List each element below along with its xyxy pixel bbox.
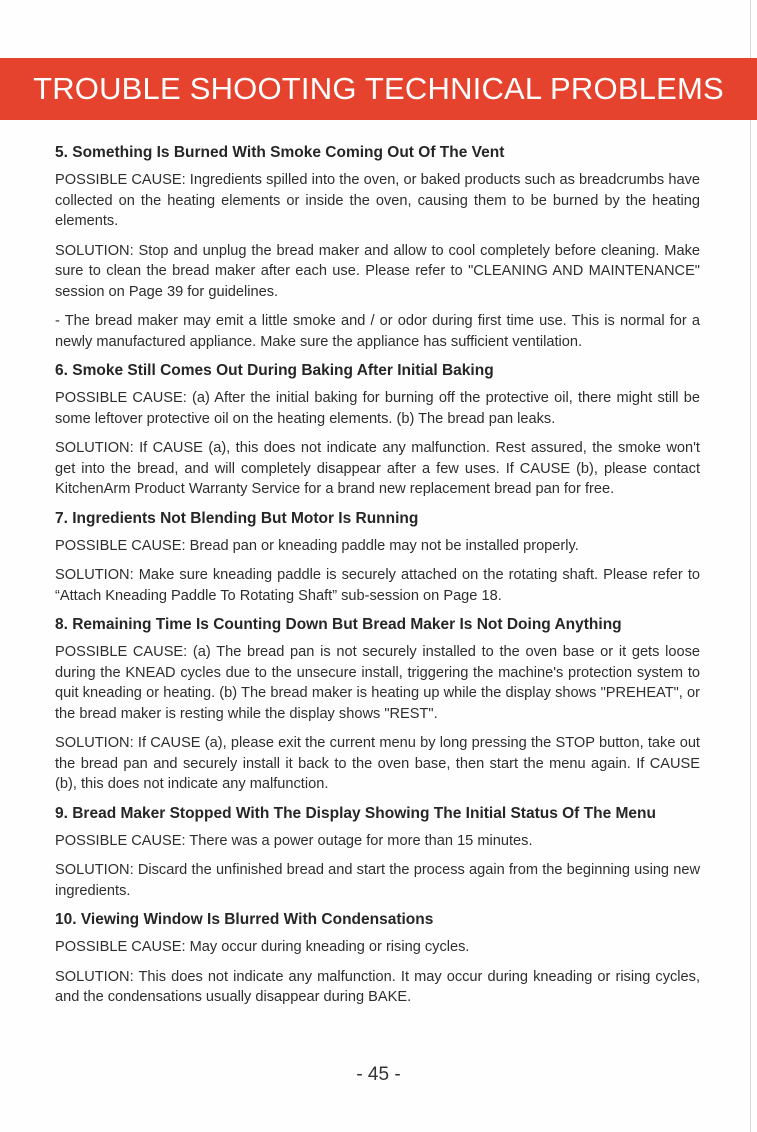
section-10-window-blurred bbox=[55, 910, 700, 1008]
note-text: - The bread maker may emit a little smoke and / or odor during first time use. This is normal for a newly manufactured appliance. Make sure the appliance has sufficient ventilation. bbox=[55, 313, 700, 350]
section-title: 9. Bread Maker Stopped With The Display Showing The Initial Status Of The Menu bbox=[55, 804, 656, 822]
section-title: 6. Smoke Still Comes Out During Baking After Initial Baking bbox=[55, 362, 494, 379]
solution-text: SOLUTION: If CAUSE (a), please exit the current menu by long pressing the STOP button, take out the bread pan and securely install it back to the oven base, then start the menu again. If CAUSE (b), this does not indicate any malfunction. bbox=[55, 735, 700, 792]
possible-cause-text: POSSIBLE CAUSE: (a) After the initial baking for burning off the protective oil, there might still be some leftover protective oil on the heating elements. (b) The bread pan leaks. bbox=[55, 390, 700, 427]
possible-cause-text: POSSIBLE CAUSE: There was a power outage for more than 15 minutes. bbox=[55, 832, 533, 849]
section-7-not-blending bbox=[55, 509, 700, 607]
possible-cause-text: POSSIBLE CAUSE: (a) The bread pan is not securely installed to the oven base or it gets loose during the KNEAD cycles due to the unsecure install, triggering the machine's protection system to quit kneading or heating. (b) The bread maker is heating up while the display shows "PREHEAT", or the bread maker is resting while the display shows "REST". bbox=[55, 644, 700, 722]
section-title: 7. Ingredients Not Blending But Motor Is Running bbox=[55, 509, 419, 527]
section-5-burned-smoke bbox=[55, 143, 700, 352]
troubleshooting-content bbox=[55, 143, 700, 1017]
section-title: 5. Something Is Burned With Smoke Coming Out Of The Vent bbox=[55, 144, 505, 161]
possible-cause-text: POSSIBLE CAUSE: Ingredients spilled into the oven, or baked products such as breadcrumbs have collected on the heating elements or inside the oven, causing them to be burned by the heating elements. bbox=[55, 172, 700, 229]
page-edge bbox=[750, 0, 751, 1132]
section-9-stopped-initial-status bbox=[55, 804, 700, 902]
solution-text: SOLUTION: If CAUSE (a), this does not indicate any malfunction. Rest assured, the smoke won't get into the bread, and will completely disappear after a few uses. If CAUSE (b), please contact KitchenArm Product Warranty Service for a brand new replacement bread pan for free. bbox=[55, 440, 700, 497]
possible-cause-text: POSSIBLE CAUSE: May occur during kneading or rising cycles. bbox=[55, 939, 470, 955]
page-number: - 45 - bbox=[356, 1064, 401, 1085]
solution-text: SOLUTION: Make sure kneading paddle is securely attached on the rotating shaft. Please refer to “Attach Kneading Paddle To Rotating Shaft” sub-session on Page 18. bbox=[55, 567, 700, 604]
header-band bbox=[0, 58, 757, 120]
solution-text: SOLUTION: This does not indicate any malfunction. It may occur during kneading or rising cycles, and the condensations usually disappear during BAKE. bbox=[55, 968, 700, 1005]
page-title: TROUBLE SHOOTING TECHNICAL PROBLEMS bbox=[33, 71, 724, 106]
possible-cause-text: POSSIBLE CAUSE: Bread pan or kneading paddle may not be installed properly. bbox=[55, 537, 579, 554]
section-8-counting-down bbox=[55, 615, 700, 795]
section-title: 10. Viewing Window Is Blurred With Condensations bbox=[55, 911, 434, 928]
section-title: 8. Remaining Time Is Counting Down But Bread Maker Is Not Doing Anything bbox=[55, 616, 622, 633]
section-6-smoke-after-baking bbox=[55, 361, 700, 500]
solution-text: SOLUTION: Discard the unfinished bread and start the process again from the beginning using new ingredients. bbox=[55, 862, 700, 899]
solution-text: SOLUTION: Stop and unplug the bread maker and allow to cool completely before cleaning. Make sure to clean the bread maker after each use. Please refer to "CLEANING AND MAINTENANCE" session on Page 39 for guidelines. bbox=[55, 242, 700, 300]
